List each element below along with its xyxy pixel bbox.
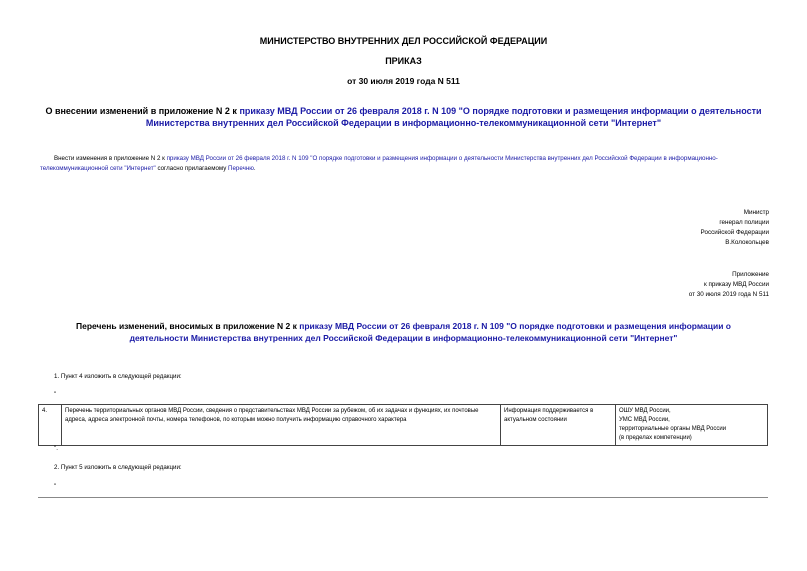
order-title-link[interactable]: приказу МВД России от 26 февраля 2018 г. N 109 "О порядке подготовки и размещения информации о деятельности Министерства внутренних дел Российской Федерации в информационно-телекоммуникационной сети "Интернет" xyxy=(145,106,762,128)
appendix-date: от 30 июля 2019 года N 511 xyxy=(688,291,769,298)
body-list-link[interactable]: Перечню xyxy=(228,165,254,172)
appendix-label: Приложение xyxy=(732,271,769,278)
signature-rank: генерал полиции xyxy=(719,219,769,226)
doc-type-heading: ПРИКАЗ xyxy=(385,56,422,66)
body-order-link[interactable]: приказу МВД России от 26 февраля 2018 г. N 109 "О порядке подготовки и размещения информации о деятельности Министерства внутренних дел Российской Федерации в информационно-телекоммуникационной сети "Интернет" xyxy=(40,155,718,172)
changes-table xyxy=(38,404,768,446)
body-text-middle: согласно прилагаемому xyxy=(155,165,229,172)
quote-open-2: " xyxy=(54,483,57,490)
body-text-start: Внести изменения в приложение N 2 к xyxy=(54,155,167,162)
table-cell-frequency: Информация поддерживается в актуальном состоянии xyxy=(501,405,616,446)
signature-block xyxy=(701,208,769,248)
responsible-line-4: (в пределах компетенции) xyxy=(619,435,692,441)
appendix-block xyxy=(689,270,769,300)
signature-country: Российской Федерации xyxy=(700,229,769,236)
table-cell-description: Перечень территориальных органов МВД России, сведения о представительствах МВД России за рубежом, об их задачах и функциях, их почтовые адреса, адреса электронной почты, номера телефонов, по которым можно получить информацию справочного характера xyxy=(62,405,501,446)
divider-line xyxy=(38,497,768,498)
signature-title: Министр xyxy=(743,209,769,216)
order-title xyxy=(0,105,807,129)
quote-close-1: ". xyxy=(54,445,58,452)
responsible-line-2: УМС МВД России, xyxy=(619,417,670,423)
quote-open-1: " xyxy=(54,391,57,398)
order-title-prefix: О внесении изменений в приложение N 2 к xyxy=(45,106,240,116)
order-body-paragraph xyxy=(40,154,770,174)
date-number-heading: от 30 июля 2019 года N 511 xyxy=(347,76,460,86)
item-1-text: 1. Пункт 4 изложить в следующей редакции: xyxy=(54,373,182,380)
list-title xyxy=(0,320,807,344)
table-row xyxy=(39,405,768,446)
responsible-line-1: ОШУ МВД России, xyxy=(619,408,671,414)
responsible-line-3: территориальные органы МВД России xyxy=(619,426,727,432)
appendix-reference: к приказу МВД России xyxy=(703,281,769,288)
ministry-heading: МИНИСТЕРСТВО ВНУТРЕННИХ ДЕЛ РОССИЙСКОЙ ФЕДЕРАЦИИ xyxy=(259,36,548,46)
table-cell-number: 4. xyxy=(39,405,62,446)
body-text-end: . xyxy=(253,165,256,172)
table-cell-responsible xyxy=(616,405,768,446)
list-title-link[interactable]: приказу МВД России от 26 февраля 2018 г. N 109 "О порядке подготовки и размещения информации о деятельности Министерства внутренних дел Российской Федерации в информационно-телекоммуникационной сети "Интернет" xyxy=(129,321,731,343)
list-title-prefix: Перечень изменений, вносимых в приложение N 2 к xyxy=(76,321,300,331)
item-2-text: 2. Пункт 5 изложить в следующей редакции: xyxy=(54,464,182,471)
signature-name: В.Колокольцев xyxy=(725,239,769,246)
